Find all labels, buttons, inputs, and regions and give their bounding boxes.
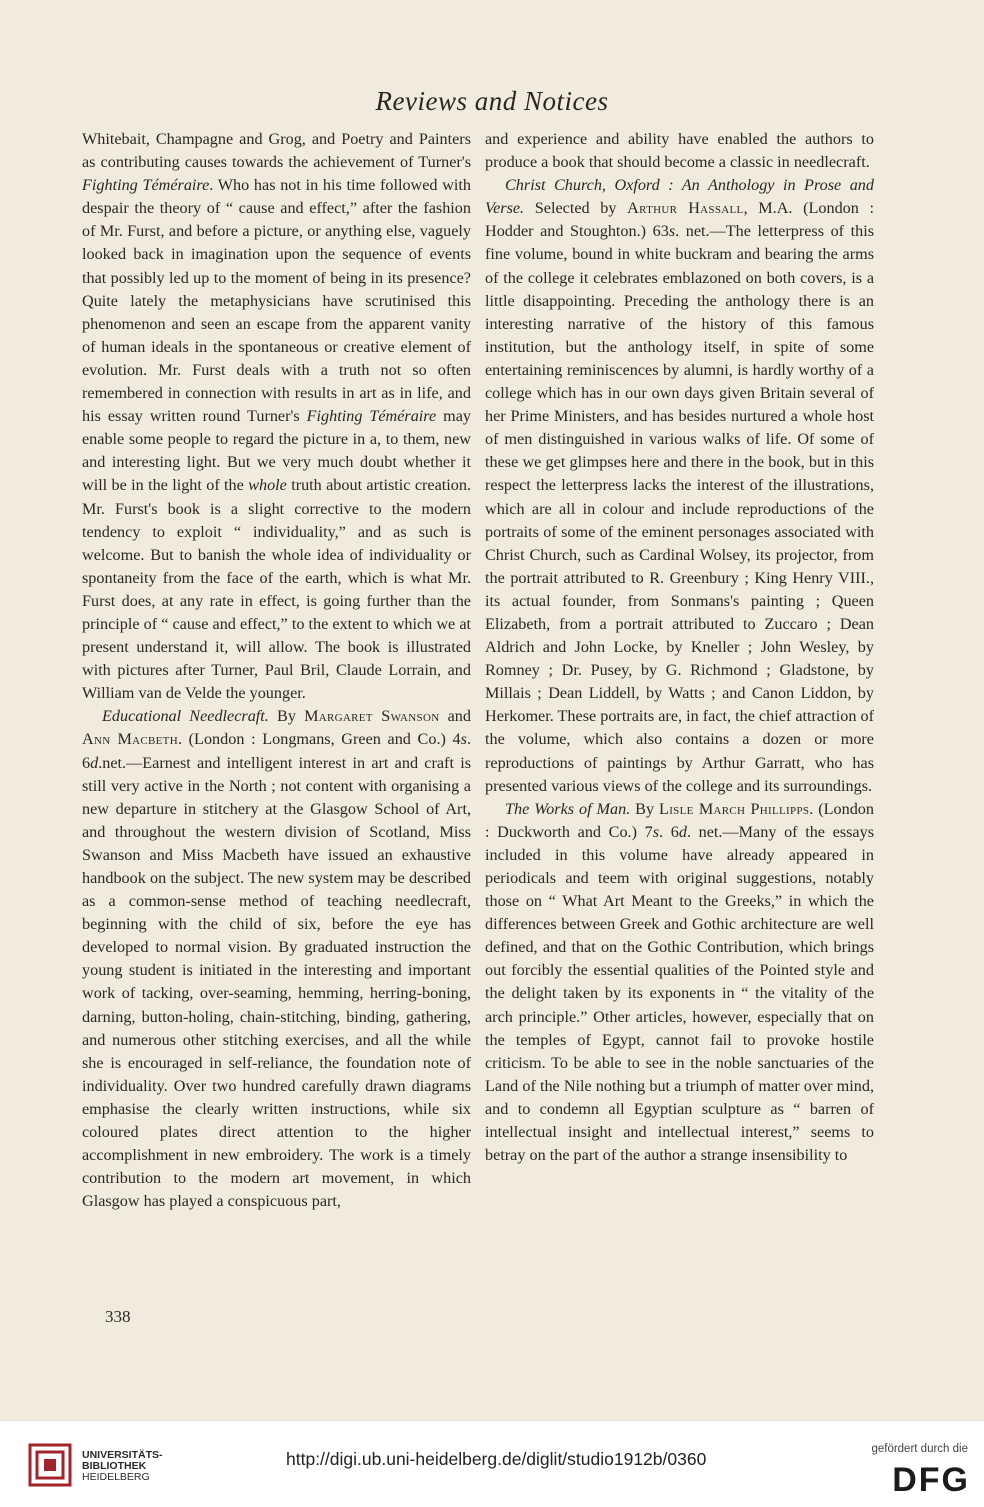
- author-name: Ann Macbeth: [82, 730, 178, 749]
- left-paragraph-turner: [82, 128, 471, 705]
- text-run: Selected by: [524, 199, 628, 218]
- currency-unit: s: [460, 730, 467, 749]
- author-name: Arthur Hassall: [627, 199, 744, 218]
- page-number: 338: [105, 1307, 131, 1326]
- currency-unit: d: [90, 753, 99, 772]
- review-works-of-man: [485, 798, 874, 1168]
- library-name-line: UNIVERSITÄTS-: [82, 1449, 163, 1461]
- author-name: Lisle March Phillipps: [659, 799, 810, 818]
- text-run: . Who has not in his time followed with despair the theory of “ cause and effect,” after the fashion of Mr. Furst, and before a picture, or anything else, vaguely looked back in imagination upon the sequence of events that possibly led up to the moment of being in its presence? Quite lately the metaphysicians have scrutinised this phenomenon and seen an escape from the apparent vanity of human ideals in the spontaneous or creative element of evolution. Mr. Furst deals with a truth not so often remembered in connection with results in art as in life, and his essay written round Turner's: [82, 176, 471, 426]
- text-run: Whitebait, Champagne and Grog, and Poetry and Painters as contributing causes towards the achievement of Turner's: [82, 130, 471, 172]
- text-run: , M.A. (London : Hodder and Stoughton.) 63: [485, 199, 875, 241]
- text-run: and: [439, 707, 471, 726]
- currency-unit: s: [652, 822, 660, 841]
- library-name-line: BIBLIOTHEK: [82, 1460, 147, 1472]
- right-column: [485, 128, 874, 1167]
- left-column: [82, 128, 471, 1213]
- right-paragraph-continuation: and experience and ability have enabled the authors to produce a book that should become a classic in needlecraft.: [485, 130, 874, 172]
- footer-bar: [0, 1420, 984, 1507]
- book-title: Educational Needlecraft.: [102, 707, 269, 726]
- dfg-logo[interactable]: DFG: [892, 1461, 970, 1499]
- text-run: . (London : Duckworth and Co.) 7: [485, 799, 874, 841]
- text-run: . 6: [659, 822, 679, 841]
- library-name-line: HEIDELBERG: [82, 1471, 150, 1483]
- text-run: . net.—The letterpress of this fine volume, bound in white buckram and bearing the arms of the college it celebrates emblazoned on both covers, is a little disappointing. Preceding the anthology there is an interesting narrative of the history of this famous institution, but the anthology itself, in spite of some entertaining reminiscences by alumni, is hardly worthy of a college which has in our own days given Britain several of her Prime Ministers, and has besides nurtured a whole host of men distinguished in various walks of life. Of some of these we get glimpses here and there in the book, but in this respect the letterpress lacks the interest of the illustrations, which are all in colour and include reproductions of the portraits of some of the eminent personages associated with Christ Church, such as Cardinal Wolsey, its projector, from the portrait attributed to R. Greenbury ; King Henry VIII., its actual founder, from Sonmans's painting ; Queen Elizabeth, from a portrait attributed to Zuccaro ; Dean Aldrich and John Locke, by Kneller ; John Wesley, by Romney ; Dr. Pusey, by G. Richmond ; Gladstone, by Millais ; Dean Liddell, by Watts ; and Canon Liddon, by Herkomer. These portraits are, in fact, the chief attraction of the volume, which also contains a dozen or more reproductions of paintings by Arthur Garratt, who has presented various views of the college and its surroundings.: [485, 222, 875, 795]
- author-name: Margaret Swanson: [304, 707, 440, 726]
- text-run: . (London : Longmans, Green and Co.) 4: [177, 730, 461, 749]
- review-educational-needlecraft: [82, 705, 471, 1213]
- currency-unit: s: [668, 222, 676, 241]
- text-run: may enable some people to regard the picture in a, to them, new and interesting light. But we very much doubt whether it will be in the light of the: [82, 407, 471, 495]
- book-title: Fighting Téméraire: [82, 176, 210, 195]
- book-title: Christ Church, Oxford : An Anthology in Prose and Verse.: [485, 176, 874, 218]
- library-logo-icon[interactable]: [28, 1443, 74, 1489]
- text-run: . net.—Many of the essays included in this volume have already appeared in periodicals and teem with original suggestions, notably those on “ What Art Meant to the Greeks,” in which the differences between Greek and Gothic architecture are well defined, and that on the Gothic Contribution, which brings out forcibly the essential qualities of the Pointed style and the delight taken by its exponents in “ the vitality of the arch principle.” Other articles, however, especially that on the temples of Egypt, cannot fail to provoke hostile criticism. To be able to see in the noble sanctuaries of the Land of the Nile nothing but a triumph of matter over mind, and to condemn all Egyptian sculpture as “ barren of intellectual insight and intellectual interest,” seems to betray on the part of the author a strange insensibility to: [485, 822, 874, 1165]
- permalink-url[interactable]: http://digi.ub.uni-heidelberg.de/diglit/studio1912b/0360: [286, 1449, 707, 1469]
- library-name[interactable]: [82, 1450, 163, 1483]
- review-christ-church: [485, 174, 874, 798]
- text-run: .net.—Earnest and intelligent interest in art and craft is still very active in the North ; not content with organising a new departure in stitchery at the Glasgow School of Art, and throughout the western division of Scotland, Miss Swanson and Miss Macbeth have issued an exhaustive handbook on the subject. The new system may be described as a common-sense method of teaching needlecraft, beginning with the child of six, before the eye has developed to normal vision. By graduated instruction the young student is initiated in the interesting and important work of tacking, over-seaming, hemming, herring-boning, darning, button-holing, chain-stitching, binding, gathering, and numerous other stitching exercises, and all the while she is encouraged in self-reliance, the foundation note of individuality. Over two hundred carefully drawn diagrams emphasise the clearly written instructions, while six coloured plates direct attention to the higher accomplishment in new embroidery. The work is a timely contribution to the modern art movement, in which Glasgow has played a conspicuous part,: [82, 753, 471, 1211]
- funded-by-label: gefördert durch die: [871, 1443, 968, 1455]
- text-run: . 6: [82, 730, 472, 772]
- emphasis: whole: [248, 476, 287, 495]
- book-title: Fighting Téméraire: [306, 407, 437, 426]
- currency-unit: d: [678, 822, 687, 841]
- text-run: truth about artistic creation. Mr. Furst's book is a slight corrective to the modern tendency to exploit “ individuality,” and as such is welcome. But to banish the whole idea of individuality or spontaneity from the face of the earth, which is what Mr. Furst does, at any rate in effect, is going further than the principle of “ cause and effect,” to the extent to which we at present understand it, will allow. The book is illustrated with pictures after Turner, Paul Bril, Claude Lorrain, and William van de Velde the younger.: [82, 476, 471, 703]
- running-title: Reviews and Notices: [375, 86, 609, 116]
- text-run: By: [630, 799, 659, 818]
- text-run: By: [268, 707, 305, 726]
- book-title: The Works of Man.: [505, 799, 631, 818]
